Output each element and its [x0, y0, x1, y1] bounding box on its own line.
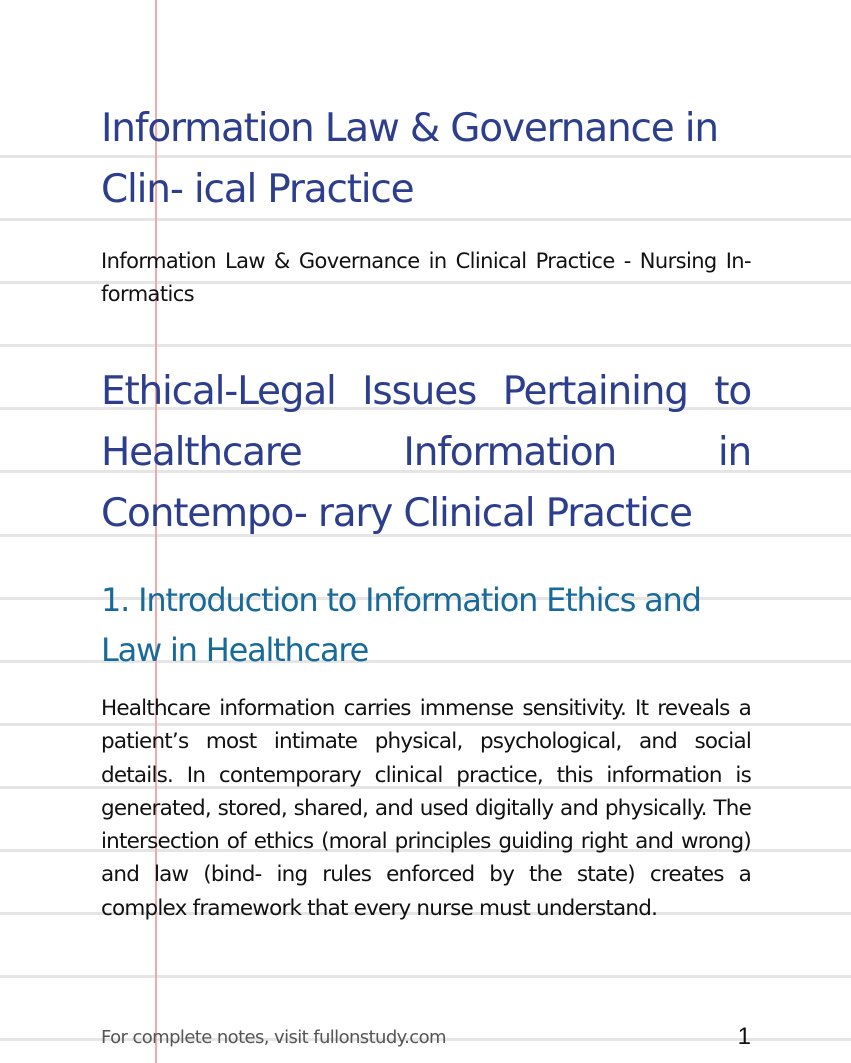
section-heading: Ethical-Legal Issues Pertaining to Healthcare Information in Contempo- rary Clinical Practice: [101, 369, 751, 536]
page-subtitle: Information Law & Governance in Clinical Practice - Nursing In- formatics: [101, 249, 751, 306]
page-title: Information Law & Governance in Clin- ical Practice: [101, 106, 718, 212]
ruled-line: [0, 344, 851, 347]
body-paragraph: Healthcare information carries immense sensitivity. It reveals a patient’s most intimate physical, psychological, and social details. In contemporary clinical practice, this information is generated, stored, shared, and used digitally and physically. The intersection of ethics (moral principles guiding right and wrong) and law (bind- ing rules enforced by the state) creates a complex framework that every nurse must understand.: [101, 696, 751, 921]
ruled-line: [0, 975, 851, 978]
footer-note: For complete notes, visit fullonstudy.com: [101, 1027, 446, 1048]
subsection-heading: 1. Introduction to Information Ethics and Law in Healthcare: [101, 581, 701, 669]
page-number: 1: [737, 1023, 751, 1050]
